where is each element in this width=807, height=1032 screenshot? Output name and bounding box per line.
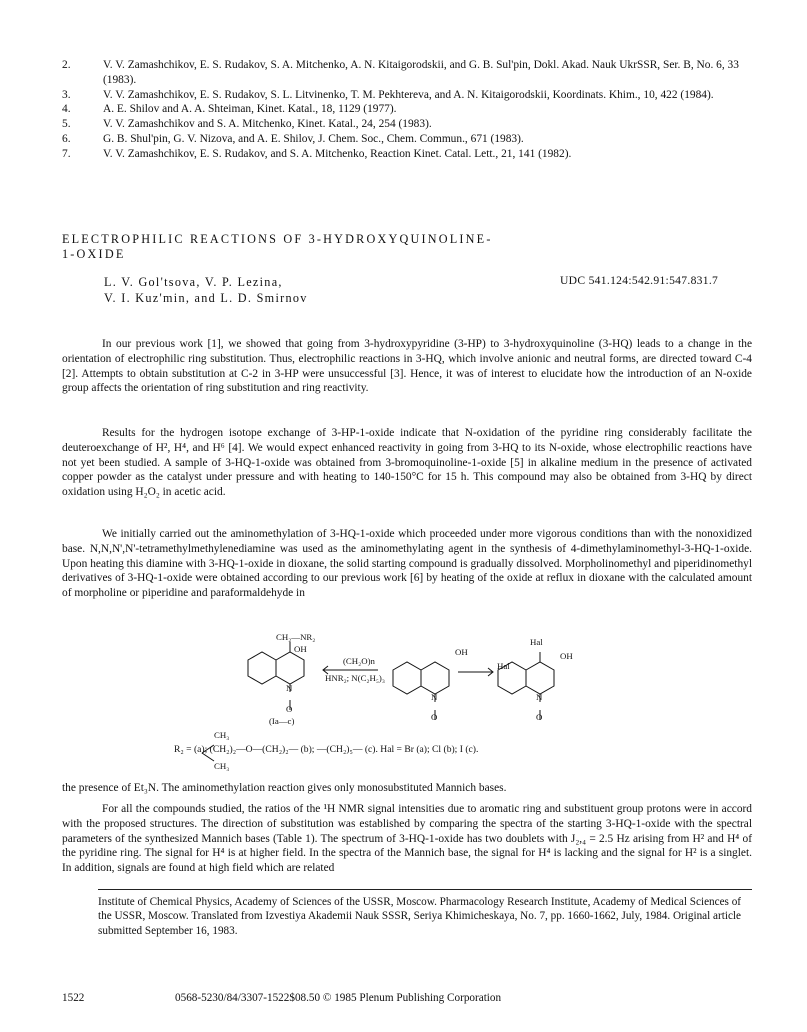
- benzene-ring-mid: [393, 662, 421, 694]
- body-paragraph: [62, 426, 752, 500]
- article-title-line: 1-OXIDE: [62, 247, 126, 261]
- pyridine-ring-right: [526, 662, 554, 694]
- reference-text: V. V. Zamashchikov, E. S. Rudakov, S. A. Mitchenko, A. N. Kitaigorodskii, and G. B. Sul'pin, Dokl. Akad. Nauk UkrSSR, Ser. B, No. 6, 33 (1983).: [103, 59, 739, 86]
- reference-number: 2.: [62, 59, 71, 71]
- paragraph-text: We initially carried out the aminomethylation of 3-HQ-1-oxide which proceeded under more vigorous conditions than with the nonoxidized base. N,N,N',N'-tetramethylmethylenediamine was used as the aminomethylating agent in the synthesis of 4-dimethylaminomethyl-3-HQ-1-oxide. Upon heating this diamine with 3-HQ-1-oxide in dioxane, the solid starting compound is gradually dissolved. Morpholinomethyl and piperidinomethyl derivatives of 3-HQ-1-oxide were obtained according to our previous work [6] by heating of the oxide at reflux in dioxane with the calculated amount of morpholine or piperidine and paraformaldehyde in: [62, 528, 752, 600]
- reference-number: 7.: [62, 147, 71, 160]
- reference-number: 5.: [62, 118, 71, 131]
- compound-label: (Ia—c): [269, 716, 295, 726]
- oh-label: OH: [294, 644, 307, 654]
- reaction-scheme: [218, 632, 658, 727]
- body-paragraph: [62, 802, 752, 876]
- reference-number: 3.: [62, 88, 71, 101]
- oh-label: OH: [560, 651, 573, 661]
- reference-item: [62, 147, 752, 162]
- reference-number: 6.: [62, 132, 71, 145]
- reference-text: V. V. Zamashchikov, E. S. Rudakov, S. L. Litvinenko, T. M. Pekhtereva, and A. N. Kitaigorodskii, Koordinats. Khim., 10, 422 (1984).: [103, 88, 714, 101]
- reference-list: [62, 58, 752, 162]
- reference-item: [62, 102, 752, 117]
- reference-number: 4.: [62, 103, 71, 116]
- page-number: 1522: [62, 992, 85, 1004]
- pyridine-ring-left: [276, 652, 304, 684]
- r2-definition: [174, 730, 654, 773]
- r2-definition-text: R₂ = (a); (CH₂)₂—O—(CH₂)₂— (b); —(CH₂)₅— (c). Hal = Br (a); Cl (b); I (c).: [174, 744, 479, 755]
- reference-text: G. B. Shul'pin, G. V. Nizova, and A. E. Shilov, J. Chem. Soc., Chem. Commun., 671 (1983).: [103, 132, 524, 145]
- oxygen-label: O: [431, 712, 438, 722]
- oxygen-label: O: [286, 704, 293, 714]
- substituent-label: CH₂—NR₂: [276, 632, 316, 642]
- paragraph-text: the presence of Et₃N. The aminomethylation reaction gives only monosubstituted Mannich bases.: [62, 782, 507, 794]
- hal-label: Hal: [497, 661, 510, 671]
- benzene-ring-left: [248, 652, 276, 684]
- paragraph-text: For all the compounds studied, the ratios of the ¹H NMR signal intensities due to aromatic ring and substituent group protons were in accord with the proposed structures. The direction of substitution was established by comparing the spectra of the starting 3-HQ-1-oxide with the spectral parameters of the synthesized Mannich bases (Table 1). The spectrum of 3-HQ-1-oxide has two doublets with J₂,₄ = 2.5 Hz arising from H² and H⁴ of the pyridine ring. The signal for H⁴ is at higher field. In the spectra of the Mannich base, the signal for H⁴ is lacking and the signal for H² is a singlet. In addition, signals are found at high field which are related: [62, 803, 752, 875]
- footnote-rule: [98, 889, 752, 890]
- body-paragraph: [62, 337, 752, 396]
- oxygen-label: O: [536, 712, 543, 722]
- reagent-label: (CH₂O)n: [343, 656, 375, 666]
- author-list: [104, 274, 308, 306]
- footnote: Institute of Chemical Physics, Academy of Sciences of the USSR, Moscow. Pharmacology Research Institute, Academy of Medical Sciences of the USSR, Moscow. Translated from Izvestiya Akademii Nauk SSSR, Seriya Khimicheskaya, No. 7, pp. 1660-1662, July, 1984. Original article submitted September 16, 1983.: [98, 896, 742, 937]
- udc-code: UDC 541.124:542.91:547.831.7: [560, 274, 719, 287]
- article-title: [62, 232, 682, 262]
- body-paragraph: [62, 781, 752, 796]
- body-paragraph: [62, 527, 752, 601]
- reference-text: V. V. Zamashchikov, E. S. Rudakov, and S. A. Mitchenko, Reaction Kinet. Catal. Lett., 21, 141 (1982).: [103, 147, 572, 160]
- ch3-label: CH₃: [214, 730, 230, 740]
- article-title-line: ELECTROPHILIC REACTIONS OF 3-HYDROXYQUINOLINE-: [62, 232, 493, 246]
- reference-text: A. E. Shilov and A. A. Shteiman, Kinet. Katal., 18, 1129 (1977).: [103, 103, 397, 116]
- publication-code: 0568-5230/84/3307-1522$08.50 © 1985 Plenum Publishing Corporation: [175, 992, 502, 1004]
- author-line: V. I. Kuz'min, and L. D. Smirnov: [104, 291, 308, 305]
- author-line: L. V. Gol'tsova, V. P. Lezina,: [104, 275, 283, 289]
- oh-label: OH: [455, 647, 468, 657]
- reference-item: [62, 117, 752, 132]
- paragraph-text: In our previous work [1], we showed that going from 3-hydroxypyridine (3-HP) to 3-hydroxyquinoline (3-HQ) leads to a change in the orientation of electrophilic ring substitution. Thus, electrophilic reactions in 3-HQ, which involve anionic and neutral forms, are directed toward C-4 [2]. Attempts to obtain substitution at C-2 in 3-HP were unsuccessful [3]. Hence, it was of interest to elucidate how the introduction of an N-oxide group affects the orientation of ring substitution and ring reactivity.: [62, 338, 752, 395]
- reference-text: V. V. Zamashchikov and S. A. Mitchenko, Kinet. Katal., 24, 254 (1983).: [103, 118, 432, 131]
- reference-item: [62, 132, 752, 147]
- nitrogen-label: N: [286, 683, 293, 693]
- reference-item: [62, 88, 752, 103]
- hal-label: Hal: [530, 637, 543, 647]
- paragraph-text: Results for the hydrogen isotope exchange of 3-HP-1-oxide indicate that N-oxidation of the pyridine ring considerably facilitate the deuteroexchange of H², H⁴, and H⁶ [4]. We would expect enhanced reactivity in going from 3-HQ to its N-oxide, whose electrophilic reactions have not yet been studied. A sample of 3-HQ-1-oxide was obtained from 3-bromoquinoline-1-oxide [5] in alkaline medium in the presence of activated copper powder as the catalyst under pressure and with heating to 140-150°C for 15 h. This compound may also be obtained from 3-HQ by direct oxidation using H₂O₂ in acetic acid.: [62, 427, 752, 499]
- ch3-label: CH₃: [214, 761, 230, 771]
- reference-item: [62, 58, 752, 88]
- nitrogen-label: N: [431, 692, 438, 702]
- pyridine-ring-mid: [421, 662, 449, 694]
- reagent-label: HNR₂; N(C₂H₅)₃: [325, 673, 385, 683]
- nitrogen-label: N: [536, 692, 543, 702]
